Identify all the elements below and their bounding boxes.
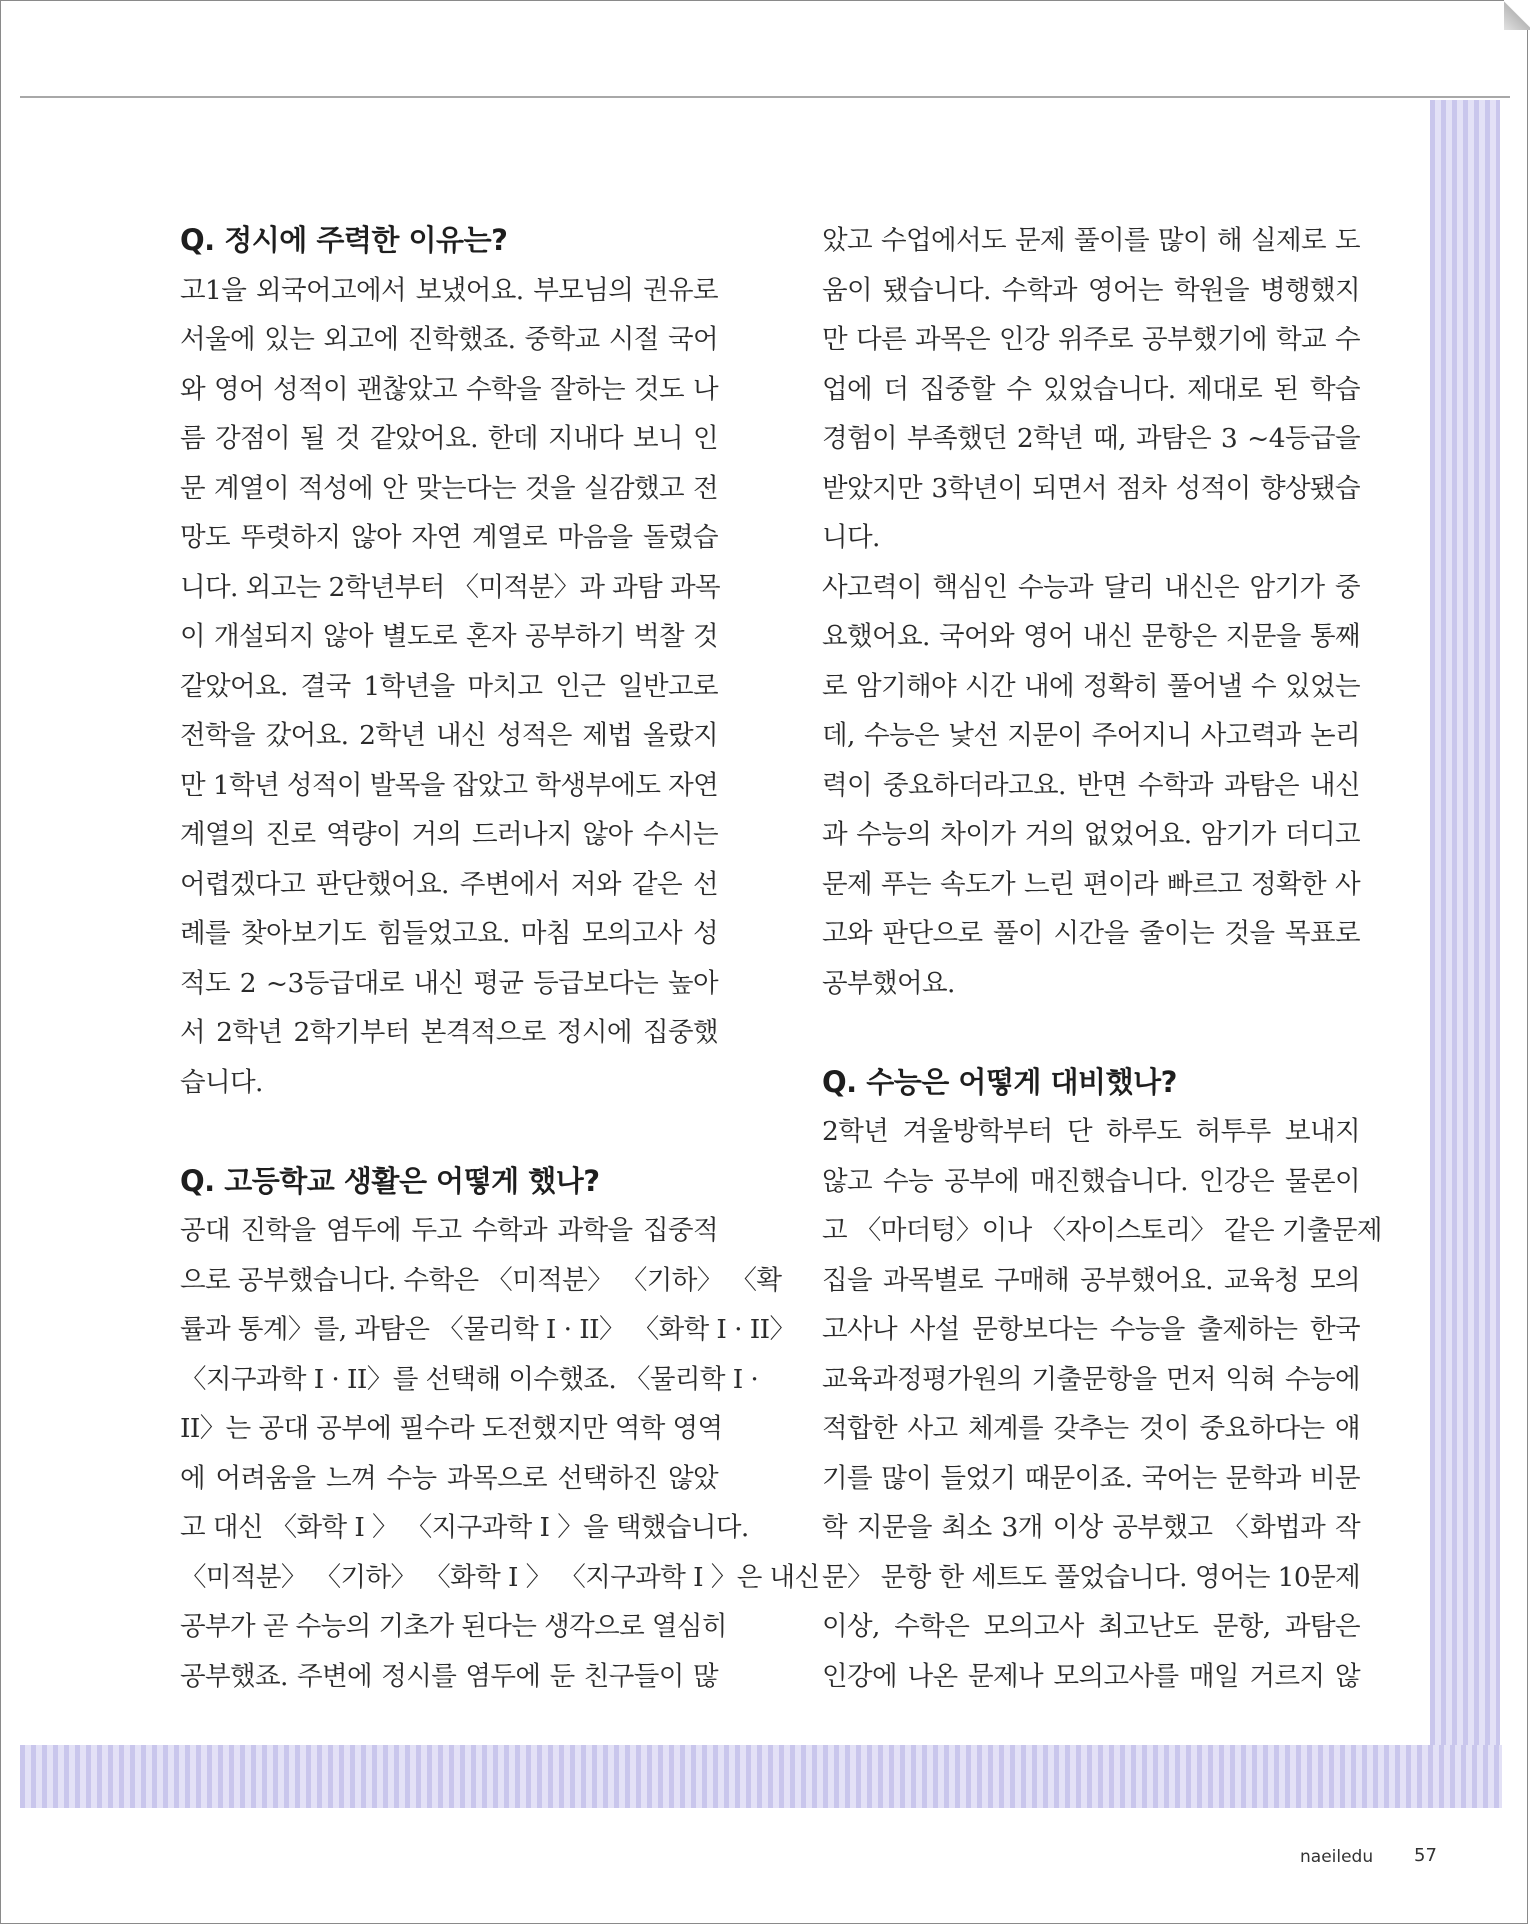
text-line: 망도 뚜렷하지 않아 자연 계열로 마음을 돌렸습 — [180, 522, 718, 553]
text-line: 기를 많이 들었기 때문이죠. 국어는 문학과 비문 — [822, 1462, 1360, 1494]
text-line: 받았지만 3학년이 되면서 점차 성적이 향상됐습 — [822, 472, 1360, 504]
text-line: 로 암기해야 시간 내에 정확히 풀어낼 수 있었는 — [822, 670, 1360, 702]
text-line: 경험이 부족했던 2학년 때, 과탐은 3 ~4등급을 — [822, 423, 1360, 454]
text-line: 공부가 곧 수능의 기초가 된다는 생각으로 열심히 — [180, 1611, 727, 1642]
text-line: 과 수능의 차이가 거의 없었어요. 암기가 더디고 — [822, 819, 1360, 850]
text-line: 사고력이 핵심인 수능과 달리 내신은 암기가 중 — [822, 571, 1360, 603]
section-spacer — [180, 1107, 718, 1157]
text-line: 공부했어요. — [822, 967, 955, 999]
text-line: 력이 중요하더라고요. 반면 수학과 과탐은 내신 — [822, 769, 1360, 801]
text-line: 고사나 사설 문항보다는 수능을 출제하는 한국 — [822, 1314, 1360, 1345]
text-line: 전학을 갔어요. 2학년 내신 성적은 제법 올랐지 — [180, 720, 718, 751]
text-line: 인강에 나온 문제나 모의고사를 매일 거르지 않 — [822, 1660, 1360, 1692]
text-line: 고 대신 〈화학 I 〉 〈지구과학 I 〉을 택했습니다. — [180, 1512, 749, 1543]
text-line: 니다. — [822, 522, 880, 553]
text-line: 만 다른 과목은 인강 위주로 공부했기에 학교 수 — [822, 324, 1360, 355]
footer-brand: naeiledu — [1300, 1847, 1374, 1867]
text-line: 요했어요. 국어와 영어 내신 문항은 지문을 통째 — [822, 621, 1360, 652]
text-line: 례를 찾아보기도 힘들었고요. 마침 모의고사 성 — [180, 918, 718, 949]
text-line: 름 강점이 될 것 같았어요. 한데 지내다 보니 인 — [180, 423, 718, 454]
text-line: 았고 수업에서도 문제 풀이를 많이 해 실제로 도 — [822, 225, 1360, 256]
text-line: 에 어려움을 느껴 수능 과목으로 선택하진 않았 — [180, 1462, 718, 1494]
text-line: 문〉 문항 한 세트도 풀었습니다. 영어는 10문제 — [822, 1561, 1361, 1593]
text-line: II〉는 공대 공부에 필수라 도전했지만 역학 영역 — [180, 1413, 723, 1444]
text-line: 집을 과목별로 구매해 공부했어요. 교육청 모의 — [822, 1264, 1360, 1296]
text-line: 습니다. — [180, 1066, 263, 1098]
text-line: 고 〈마더텅〉이나 〈자이스토리〉 같은 기출문제 — [822, 1215, 1382, 1246]
section-body-paragraph2 — [822, 563, 1360, 1009]
text-line: 이 개설되지 않아 별도로 혼자 공부하기 벅찰 것 — [180, 621, 718, 652]
text-line: 니다. 외고는 2학년부터 〈미적분〉과 과탐 과목 — [180, 571, 720, 603]
text-line: 서울에 있는 외고에 진학했죠. 중학교 시절 국어 — [180, 324, 718, 355]
text-line: 만 1학년 성적이 발목을 잡았고 학생부에도 자연 — [180, 769, 719, 801]
text-line: 계열의 진로 역량이 거의 드러나지 않아 수시는 — [180, 819, 718, 850]
text-line: 같았어요. 결국 1학년을 마치고 인근 일반고로 — [180, 670, 718, 702]
page-number: 57 — [1414, 1845, 1437, 1866]
text-line: 적합한 사고 체계를 갖추는 것이 중요하다는 얘 — [822, 1413, 1360, 1444]
section-heading-school-life: Q. 고등학교 생활은 어떻게 했나? — [180, 1163, 600, 1198]
text-line: 공대 진학을 염두에 두고 수학과 과학을 집중적 — [180, 1215, 718, 1246]
text-line: 문제 푸는 속도가 느린 편이라 빠르고 정확한 사 — [822, 868, 1360, 900]
text-line: 서 2학년 2학기부터 본격적으로 정시에 집중했 — [180, 1017, 718, 1048]
text-line: 〈미적분〉 〈기하〉 〈화학 I 〉 〈지구과학 I 〉은 내신 — [180, 1561, 820, 1593]
text-line: 않고 수능 공부에 매진했습니다. 인강은 물론이 — [822, 1165, 1360, 1197]
text-line: 률과 통계〉를, 과탐은 〈물리학 I · II〉 〈화학 I · II〉 — [180, 1314, 796, 1345]
text-line: 〈지구과학 I · II〉를 선택해 이수했죠. 〈물리학 I · — [180, 1363, 759, 1395]
text-line: 적도 2 ~3등급대로 내신 평균 등급보다는 높아 — [180, 967, 718, 999]
decorative-stripes-right — [1430, 100, 1500, 1750]
text-line: 업에 더 집중할 수 있었습니다. 제대로 된 학습 — [822, 373, 1360, 405]
section-heading-suneung: Q. 수능은 어떻게 대비했나? — [822, 1064, 1177, 1099]
right-column — [822, 216, 1382, 1701]
section-body-suneung — [822, 1107, 1382, 1701]
section-spacer — [822, 1008, 1360, 1058]
section-body-jeongsi — [180, 266, 718, 1108]
page-corner-fold — [1504, 0, 1530, 30]
text-line: 와 영어 성적이 괜찮았고 수학을 잘하는 것도 나 — [180, 373, 718, 405]
text-line: 으로 공부했습니다. 수학은 〈미적분〉 〈기하〉 〈확 — [180, 1264, 782, 1296]
section-body-school-life — [180, 1206, 820, 1701]
text-line: 2학년 겨울방학부터 단 하루도 허투루 보내지 — [822, 1116, 1360, 1147]
text-line: 공부했죠. 주변에 정시를 염두에 둔 친구들이 많 — [180, 1660, 718, 1692]
text-line: 교육과정평가원의 기출문항을 먼저 익혀 수능에 — [822, 1363, 1360, 1395]
text-line: 움이 됐습니다. 수학과 영어는 학원을 병행했지 — [822, 274, 1360, 306]
left-column — [180, 216, 820, 1701]
text-line: 문 계열이 적성에 안 맞는다는 것을 실감했고 전 — [180, 472, 718, 504]
text-line: 고와 판단으로 풀이 시간을 줄이는 것을 목표로 — [822, 918, 1360, 949]
text-line: 데, 수능은 낯선 지문이 주어지니 사고력과 논리 — [822, 720, 1360, 751]
text-line: 학 지문을 최소 3개 이상 공부했고 〈화법과 작 — [822, 1512, 1360, 1543]
section-body-continued — [822, 216, 1360, 563]
text-line: 이상, 수학은 모의고사 최고난도 문항, 과탐은 — [822, 1611, 1360, 1642]
text-line: 어렵겠다고 판단했어요. 주변에서 저와 같은 선 — [180, 868, 718, 900]
text-line: 고1을 외국어고에서 보냈어요. 부모님의 권유로 — [180, 274, 718, 306]
decorative-stripes-bottom — [20, 1745, 1502, 1808]
section-heading-jeongsi: Q. 정시에 주력한 이유는? — [180, 223, 508, 257]
